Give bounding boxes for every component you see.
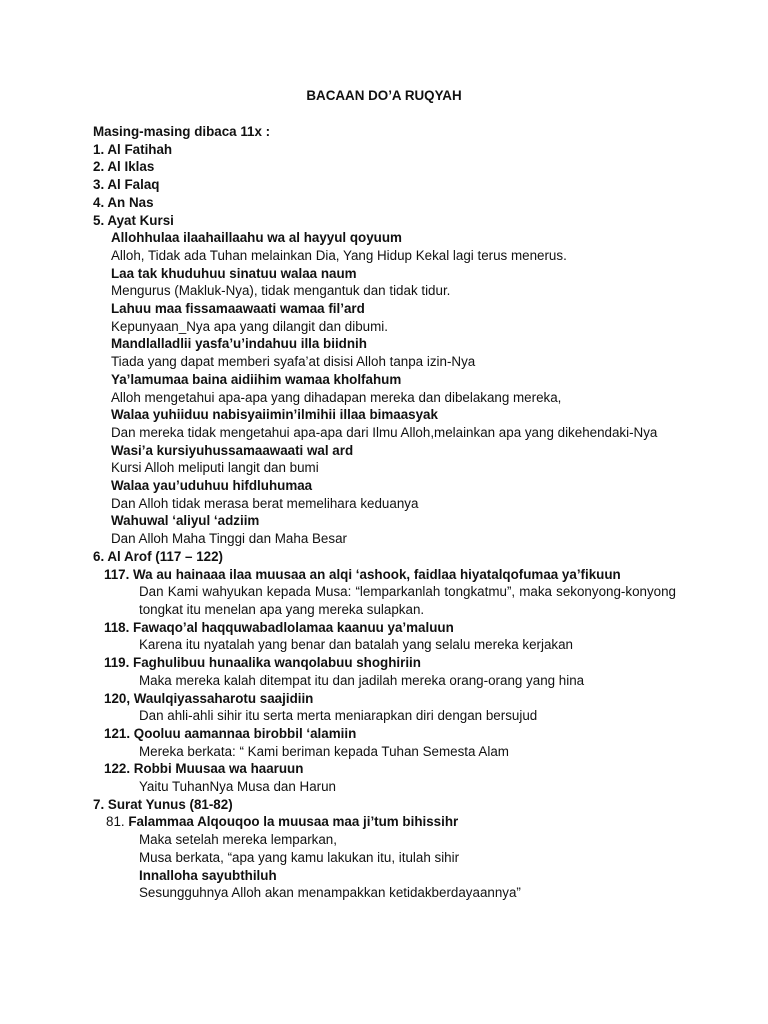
section-heading-yunus: 7. Surat Yunus (81-82) [93,796,233,812]
surah-item: 3. Al Falaq [93,177,160,193]
meaning-line: Kepunyaan_Nya apa yang dilangit dan dibumi. [111,318,388,334]
arabic-line: Ya’lamumaa baina aidiihim wamaa kholfahum [111,371,402,387]
meaning-line: Dan mereka tidak mengetahui apa-apa dari Ilmu Alloh,melainkan apa yang dikehendaki-Nya [111,424,658,440]
verse-arabic: Falammaa Alqouqoo la muusaa maa ji’tum bihissihr [128,814,459,830]
intro-text: Masing-masing dibaca 11x : [93,124,271,139]
meaning-line: Dan Alloh Maha Tinggi dan Maha Besar [111,531,347,547]
meaning-line: Tiada yang dapat memberi syafa’at disisi Alloh tanpa izin-Nya [111,354,476,370]
verse-arabic: 118. Fawaqo’al haqquwabadlolamaa kaanuu ya’maluun [104,619,454,635]
verse-81 [93,813,676,831]
verse-meaning: Karena itu nyatalah yang benar dan batalah yang selalu mereka kerjakan [139,637,573,653]
verse-arabic: 121. Qooluu aamannaa birobbil ‘alamiin [104,725,357,741]
verse-arabic: Innalloha sayubthiluh [139,867,277,883]
verse-meaning: Maka mereka kalah ditempat itu dan jadilah mereka orang-orang yang hina [139,672,585,688]
verse-arabic: 120, Waulqiyassaharotu saajidiin [104,690,314,706]
meaning-line: Dan Alloh tidak merasa berat memelihara keduanya [111,495,419,511]
verse-arabic: 122. Robbi Muusaa wa haaruun [104,761,304,777]
verse-number: 81. [106,814,125,830]
meaning-line: Kursi Alloh meliputi langit dan bumi [111,460,319,476]
surah-item: 4. An Nas [93,194,154,210]
verse-meaning: Dan Kami wahyukan kepada Musa: “lemparkanlah tongkatmu”, maka sekonyong-konyong tongkat itu menelan apa yang mereka sulapkan. [139,584,676,617]
document-body [93,123,676,902]
arabic-line: Allohhulaa ilaahaillaahu wa al hayyul qoyuum [111,230,402,246]
ayat-kursi-block [93,229,676,548]
section-heading-al-arof: 6. Al Arof (117 – 122) [93,548,223,564]
arabic-line: Laa tak khuduhuu sinatuu walaa naum [111,265,357,281]
verse-meaning: Sesungguhnya Alloh akan menampakkan ketidakberdayaannya” [139,885,521,901]
arabic-line: Lahuu maa fissamaawaati wamaa fil’ard [111,301,365,317]
document-title: BACAAN DO’A RUQYAH [306,88,462,103]
meaning-line: Alloh, Tidak ada Tuhan melainkan Dia, Yang Hidup Kekal lagi terus menerus. [111,247,567,263]
meaning-line: Mengurus (Makluk-Nya), tidak mengantuk dan tidak tidur. [111,283,451,299]
arabic-line: Walaa yuhiiduu nabisyaiimin’ilmihii illaa bimaasyak [111,407,438,423]
verse-meaning: Mereka berkata: “ Kami beriman kepada Tuhan Semesta Alam [139,743,509,759]
surah-item: 5. Ayat Kursi [93,212,174,228]
arabic-line: Walaa yau’uduhuu hifdluhumaa [111,478,313,494]
verse-meaning: Musa berkata, “apa yang kamu lakukan itu, itulah sihir [139,849,460,865]
arabic-line: Mandlalladlii yasfa’u’indahuu illa biidnih [111,336,367,352]
meaning-line: Alloh mengetahui apa-apa yang dihadapan mereka dan dibelakang mereka, [111,389,562,405]
verse-arabic: 117. Wa au hainaaa ilaa muusaa an alqi ‘ashook, faidlaa hiyatalqofumaa ya’fikuun [104,566,621,582]
arabic-line: Wahuwal ‘aliyul ‘adziim [111,513,260,529]
verse-arabic: 119. Faghulibuu hunaalika wanqolabuu shoghiriin [104,655,421,671]
surah-item: 1. Al Fatihah [93,141,173,157]
verse-meaning: Yaitu TuhanNya Musa dan Harun [139,779,337,795]
verse-meaning: Dan ahli-ahli sihir itu serta merta meniarapkan diri dengan bersujud [139,708,538,724]
surah-item: 2. Al Iklas [93,159,155,175]
verse-meaning: Maka setelah mereka lemparkan, [139,832,337,848]
arabic-line: Wasi’a kursiyuhussamaawaati wal ard [111,442,354,458]
